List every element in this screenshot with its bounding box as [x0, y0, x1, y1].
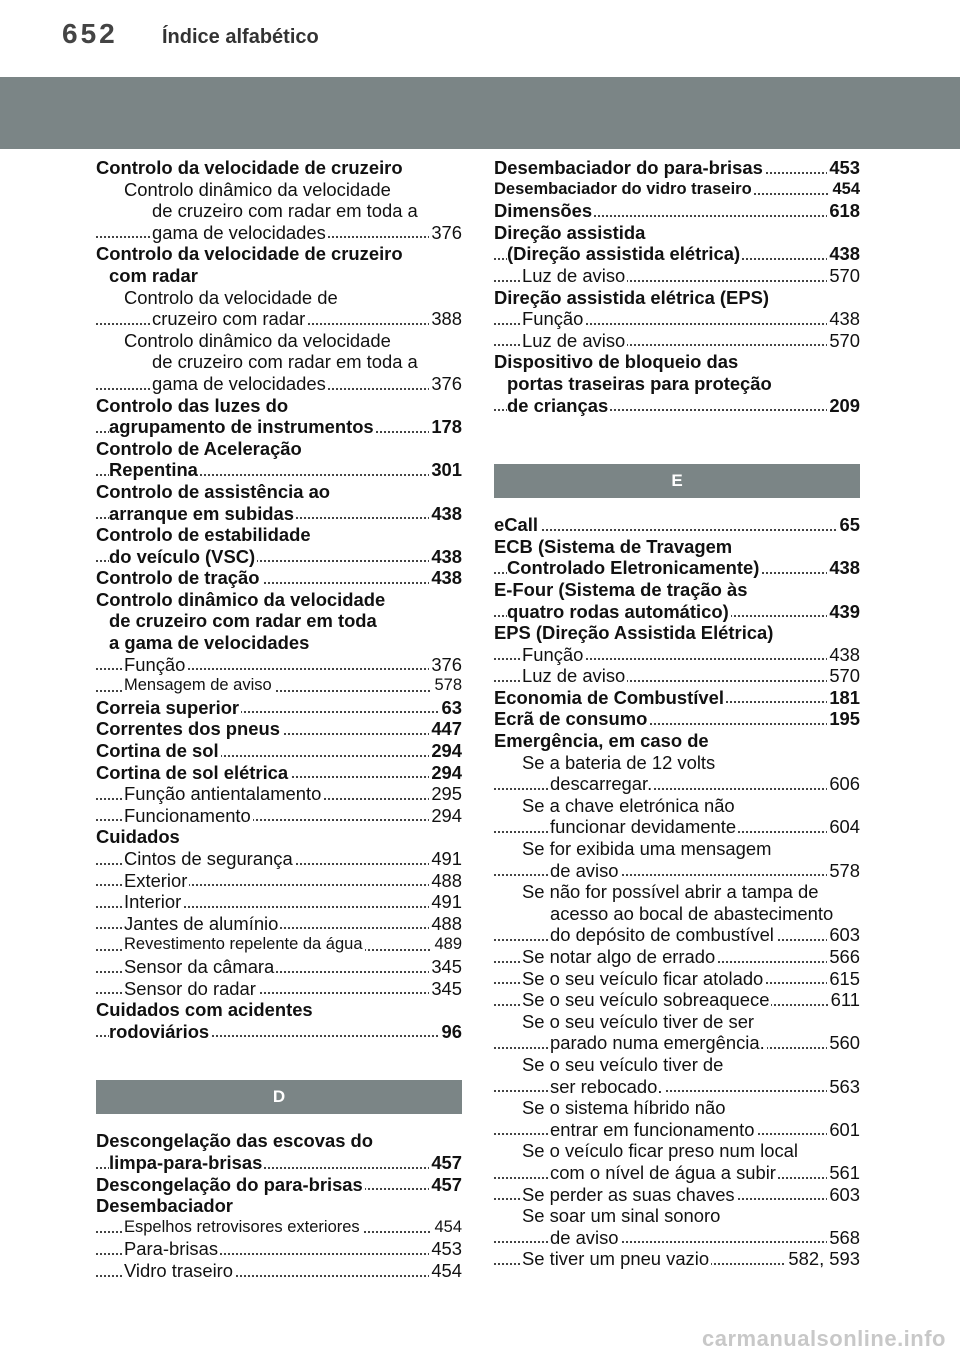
page-ref: 438	[431, 545, 462, 567]
page-number: 652	[62, 18, 118, 49]
entry-text: Desembaciador do para-brisas	[494, 157, 763, 178]
page-ref: 454	[431, 1259, 462, 1281]
entry-text: E-Four (Sistema de tração às	[494, 578, 748, 600]
index-entry	[494, 265, 860, 287]
page-ref: 604	[829, 816, 860, 838]
page-ref: 615	[829, 967, 860, 989]
entry-text: funcionar devidamente	[550, 816, 737, 838]
index-entry	[96, 675, 462, 697]
entry-text: gama de velocidades	[152, 221, 326, 243]
entry-text: Desembaciador do vidro traseiro	[494, 179, 752, 198]
index-entry	[96, 1217, 462, 1239]
page-ref: 96	[441, 1020, 462, 1042]
index-entry-heading	[96, 632, 462, 654]
page-ref: 568	[829, 1226, 860, 1248]
entry-text: Correia superior	[96, 696, 240, 718]
page-ref: 301	[431, 459, 462, 481]
dot-leader	[494, 1241, 860, 1243]
index-entry	[96, 956, 462, 978]
entry-text: arranque em subidas	[109, 502, 294, 524]
index-entry	[494, 557, 860, 579]
page-ref: 376	[431, 221, 462, 243]
index-entry	[96, 1238, 462, 1260]
index-entry-heading	[96, 200, 462, 222]
entry-text: portas traseiras para proteção	[507, 372, 772, 394]
index-list	[96, 157, 462, 1042]
entry-text: cruzeiro com radar	[152, 308, 306, 330]
entry-text: ECB (Sistema de Travagem	[494, 535, 733, 557]
index-entry	[494, 816, 860, 838]
entry-text: Se a bateria de 12 volts	[522, 751, 716, 773]
index-entry	[96, 503, 462, 525]
entry-text: Descongelação das escovas do	[96, 1130, 374, 1152]
index-entry	[96, 1174, 462, 1196]
index-list	[494, 514, 860, 1270]
entry-text: Dimensões	[494, 200, 593, 222]
page-ref: 606	[829, 773, 860, 795]
index-entry	[96, 891, 462, 913]
index-entry-heading	[96, 179, 462, 201]
entry-text: Direção assistida elétrica (EPS)	[494, 286, 769, 308]
entry-text: Funcionamento	[124, 804, 251, 826]
index-entry-heading	[96, 330, 462, 352]
entry-text: Se tiver um pneu vazio	[522, 1248, 710, 1270]
entry-text: Controlo de tração	[96, 567, 260, 589]
entry-text: Vidro traseiro	[124, 1259, 234, 1281]
entry-text: Se soar um sinal sonoro	[522, 1205, 721, 1227]
entry-text: de cruzeiro com radar em toda	[109, 610, 377, 632]
index-entry	[96, 934, 462, 956]
index-entry-heading	[494, 622, 860, 644]
entry-text: de cruzeiro com radar em toda a	[152, 200, 418, 222]
entry-text: Controlo da velocidade de cruzeiro	[96, 243, 403, 265]
entry-text: eCall	[494, 514, 538, 536]
entry-text: Luz de aviso	[522, 665, 626, 687]
index-entry-heading	[96, 157, 462, 179]
entry-text: Dispositivo de bloqueio das	[494, 351, 739, 373]
index-entry	[494, 924, 860, 946]
entry-text: Função	[522, 643, 584, 665]
index-entry	[494, 773, 860, 795]
watermark: carmanualsonline.info	[702, 1326, 946, 1351]
index-entry-heading	[494, 1205, 860, 1227]
entry-text: Se o veículo ficar preso num local	[522, 1140, 798, 1162]
page-ref: 560	[829, 1032, 860, 1054]
entry-text: do depósito de combustível	[550, 924, 774, 946]
index-entry	[96, 416, 462, 438]
dot-leader	[494, 1090, 860, 1092]
index-entry-heading	[494, 1054, 860, 1076]
page-ref: 491	[431, 891, 462, 913]
entry-text: com o nível de água a subir	[550, 1161, 776, 1183]
entry-text: Função antientalamento	[124, 783, 322, 805]
page-ref: 578	[432, 675, 462, 697]
entry-text: Economia de Combustível	[494, 686, 724, 708]
index-entry	[494, 395, 860, 417]
index-entry-heading	[96, 395, 462, 417]
entry-text: gama de velocidades	[152, 372, 326, 394]
page-ref: 345	[431, 955, 462, 977]
index-entry-heading	[494, 579, 860, 601]
index-entry-heading	[494, 287, 860, 309]
index-entry-heading	[494, 222, 860, 244]
index-entry-heading	[494, 536, 860, 558]
index-entry-heading	[96, 243, 462, 265]
page-ref: 454	[830, 179, 860, 201]
index-entry	[96, 1021, 462, 1043]
entry-text: Cortina de sol elétrica	[96, 761, 289, 783]
entry-text: de crianças	[507, 394, 609, 416]
index-entry	[494, 1032, 860, 1054]
index-entry	[494, 989, 860, 1011]
page-ref: 578	[829, 859, 860, 881]
entry-text: Cintos de segurança	[124, 848, 293, 869]
page-ref: 489	[432, 934, 462, 956]
page-ref: 601	[829, 1118, 860, 1140]
page-ref: 603	[829, 924, 860, 946]
entry-text: Se não for possível abrir a tampa de	[522, 881, 819, 903]
index-entry-heading	[96, 610, 462, 632]
entry-text: de aviso	[550, 859, 619, 881]
page-ref: 438	[829, 243, 860, 265]
index-entry	[494, 687, 860, 709]
index-entry	[494, 1227, 860, 1249]
index-entry	[494, 179, 860, 201]
entry-text: Se o seu veículo ficar atolado	[522, 967, 764, 989]
entry-text: agrupamento de instrumentos	[109, 416, 374, 438]
entry-text: Controlo de assistência ao	[96, 480, 331, 502]
entry-text: Controlo da velocidade de	[124, 286, 338, 308]
page-ref: 618	[829, 200, 860, 222]
entry-text: Se a chave eletrónica não	[522, 794, 735, 816]
entry-text: acesso ao bocal de abastecimento	[550, 902, 834, 924]
entry-text: Cuidados com acidentes	[96, 999, 313, 1021]
index-entry	[96, 740, 462, 762]
entry-text: Controlo das luzes do	[96, 394, 289, 416]
entry-text: Cortina de sol	[96, 740, 219, 762]
page-ref: 295	[431, 783, 462, 805]
page-ref: 388	[431, 308, 462, 330]
index-entry	[494, 665, 860, 687]
page-ref: 491	[431, 848, 462, 869]
index-entry-heading	[96, 287, 462, 309]
entry-text: Se for exibida uma mensagem	[522, 838, 772, 860]
page-ref: 570	[829, 329, 860, 351]
index-entry	[96, 1152, 462, 1174]
index-entry	[494, 200, 860, 222]
index-entry	[494, 1119, 860, 1141]
dot-leader	[494, 788, 860, 790]
page-ref: 438	[829, 643, 860, 665]
index-entry-heading	[494, 903, 860, 925]
entry-text: Controlo de estabilidade	[96, 524, 311, 546]
entry-text: Cuidados	[96, 826, 180, 848]
page-ref: 294	[431, 740, 462, 762]
index-entry-heading	[96, 481, 462, 503]
entry-text: Controlo da velocidade de cruzeiro	[96, 157, 403, 178]
index-entry	[494, 330, 860, 352]
index-entry	[96, 546, 462, 568]
index-entry	[494, 1076, 860, 1098]
entry-text: Espelhos retrovisores exteriores	[124, 1217, 360, 1236]
index-entry-heading	[96, 265, 462, 287]
index-entry	[494, 860, 860, 882]
entry-text: Desembaciador	[96, 1195, 233, 1217]
entry-text: limpa-para-brisas	[109, 1151, 263, 1173]
entry-text: Descongelação do para-brisas	[96, 1173, 363, 1195]
index-entry-heading	[494, 1140, 860, 1162]
entry-text: Se o sistema híbrido não	[522, 1097, 726, 1119]
page-ref: 447	[431, 718, 462, 740]
entry-text: EPS (Direção Assistida Elétrica)	[494, 622, 774, 644]
page-ref: 570	[829, 264, 860, 286]
page-ref: 570	[829, 665, 860, 687]
entry-text: Controlo dinâmico da velocidade	[124, 178, 391, 200]
page-ref: 438	[431, 502, 462, 524]
index-entry	[494, 708, 860, 730]
index-entry	[96, 373, 462, 395]
index-entry	[494, 157, 860, 179]
index-entry-heading	[494, 730, 860, 752]
index-entry-heading	[96, 438, 462, 460]
index-entry-heading	[494, 351, 860, 373]
index-entry	[96, 308, 462, 330]
index-entry	[494, 601, 860, 623]
page-ref: 566	[829, 946, 860, 967]
entry-text: Interior	[124, 891, 182, 913]
page-ref: 438	[829, 557, 860, 579]
index-list	[494, 157, 860, 416]
index-entry-heading	[96, 589, 462, 611]
entry-text: de aviso	[550, 1226, 619, 1248]
entry-text: Para-brisas	[124, 1238, 219, 1260]
page-ref: 438	[431, 567, 462, 589]
index-entry-heading	[494, 881, 860, 903]
index-entry	[494, 308, 860, 330]
index-entry	[494, 1162, 860, 1184]
page-ref: 439	[829, 600, 860, 622]
entry-text: Exterior	[124, 869, 188, 891]
page-ref: 453	[431, 1238, 462, 1260]
header-band	[0, 77, 960, 149]
entry-text: a gama de velocidades	[109, 632, 310, 654]
entry-text: Se o seu veículo sobreaquece	[522, 989, 770, 1011]
entry-text: parado numa emergência.	[550, 1032, 765, 1054]
entry-text: Se perder as suas chaves	[522, 1183, 735, 1205]
index-entry-heading	[494, 373, 860, 395]
entry-text: entrar em funcionamento	[550, 1118, 755, 1140]
index-entry-heading	[96, 826, 462, 848]
right-column	[494, 157, 860, 1270]
index-entry-heading	[494, 1011, 860, 1033]
entry-text: Controlo de Aceleração	[96, 437, 302, 459]
page-ref: 65	[839, 514, 860, 536]
page-ref: 345	[431, 977, 462, 999]
entry-text: Função	[124, 653, 186, 675]
index-entry-heading	[96, 1195, 462, 1217]
index-entry-heading	[494, 838, 860, 860]
entry-text: Luz de aviso	[522, 264, 626, 286]
entry-text: descarregar.	[550, 773, 653, 795]
entry-text: (Direção assistida elétrica)	[507, 243, 741, 265]
page-ref: 209	[829, 394, 860, 416]
left-column	[96, 157, 462, 1282]
entry-text: ser rebocado.	[550, 1075, 663, 1097]
page-ref: 178	[431, 416, 462, 438]
entry-text: Controlo dinâmico da velocidade	[124, 329, 391, 351]
entry-text: Mensagem de aviso	[124, 676, 272, 695]
page-ref: 438	[829, 308, 860, 330]
index-entry-heading	[494, 795, 860, 817]
entry-text: Se notar algo de errado	[522, 946, 716, 967]
index-entry-heading	[96, 999, 462, 1021]
index-entry	[96, 459, 462, 481]
page-ref: 488	[431, 869, 462, 891]
index-entry	[494, 1248, 860, 1270]
index-entry	[494, 644, 860, 666]
entry-text: do veículo (VSC)	[109, 545, 256, 567]
page-ref: 454	[432, 1217, 462, 1239]
entry-text: rodoviários	[109, 1020, 210, 1042]
entry-text: Emergência, em caso de	[494, 730, 709, 752]
page-ref: 376	[431, 653, 462, 675]
index-entry	[96, 222, 462, 244]
entry-text: Controlado Eletronicamente)	[507, 557, 760, 579]
index-entry	[96, 654, 462, 676]
entry-text: Função	[522, 308, 584, 330]
index-list	[96, 1130, 462, 1281]
index-entry	[494, 243, 860, 265]
entry-text: Sensor do radar	[124, 977, 256, 999]
dot-leader	[494, 874, 860, 876]
index-entry-heading	[96, 524, 462, 546]
page-ref: 603	[829, 1183, 860, 1205]
page-ref: 611	[830, 989, 860, 1011]
page-ref: 294	[431, 761, 462, 783]
page-title: Índice alfabético	[162, 26, 319, 48]
entry-text: Se o seu veículo tiver de	[522, 1053, 724, 1075]
entry-text: quatro rodas automático)	[507, 600, 729, 622]
page-ref: 582, 593	[788, 1248, 860, 1270]
page-ref: 195	[829, 708, 860, 730]
page-ref: 294	[431, 804, 462, 826]
section-header-d: D	[96, 1080, 462, 1114]
entry-text: Revestimento repelente da água	[124, 935, 363, 954]
index-entry	[494, 514, 860, 536]
index-entry	[494, 946, 860, 968]
index-entry	[96, 1260, 462, 1282]
entry-text: Se o seu veículo tiver de ser	[522, 1010, 755, 1032]
index-entry	[96, 567, 462, 589]
page-ref: 488	[431, 912, 462, 934]
index-entry-heading	[494, 1097, 860, 1119]
entry-text: Sensor da câmara	[124, 955, 275, 977]
index-entry	[96, 718, 462, 740]
index-entry	[96, 870, 462, 892]
entry-text: Jantes de alumínio	[124, 912, 279, 934]
index-entry-heading	[96, 1130, 462, 1152]
entry-text: de cruzeiro com radar em toda a	[152, 351, 418, 373]
entry-text: Direção assistida	[494, 221, 646, 243]
index-entry-heading	[96, 351, 462, 373]
index-entry	[96, 913, 462, 935]
index-entry	[96, 978, 462, 1000]
page-header	[0, 0, 960, 62]
page-ref: 561	[829, 1161, 860, 1183]
index-entry-heading	[494, 752, 860, 774]
section-header-e: E	[494, 464, 860, 498]
index-entry	[494, 968, 860, 990]
entry-text: Repentina	[109, 459, 198, 481]
page-ref: 457	[431, 1151, 462, 1173]
index-entry	[96, 783, 462, 805]
page-ref: 453	[829, 157, 860, 178]
entry-text: Controlo dinâmico da velocidade	[96, 588, 386, 610]
index-entry	[494, 1184, 860, 1206]
index-entry	[96, 805, 462, 827]
dot-leader	[494, 529, 860, 531]
entry-text: Ecrã de consumo	[494, 708, 648, 730]
index-entry	[96, 697, 462, 719]
index-entry	[96, 762, 462, 784]
page-ref: 376	[431, 372, 462, 394]
entry-text: Luz de aviso	[522, 329, 626, 351]
page-ref: 563	[829, 1075, 860, 1097]
entry-text: Correntes dos pneus	[96, 718, 280, 740]
page-ref: 181	[829, 686, 860, 708]
page-ref: 63	[441, 696, 462, 718]
page-ref: 457	[431, 1173, 462, 1195]
index-entry	[96, 848, 462, 870]
entry-text: com radar	[109, 264, 198, 286]
